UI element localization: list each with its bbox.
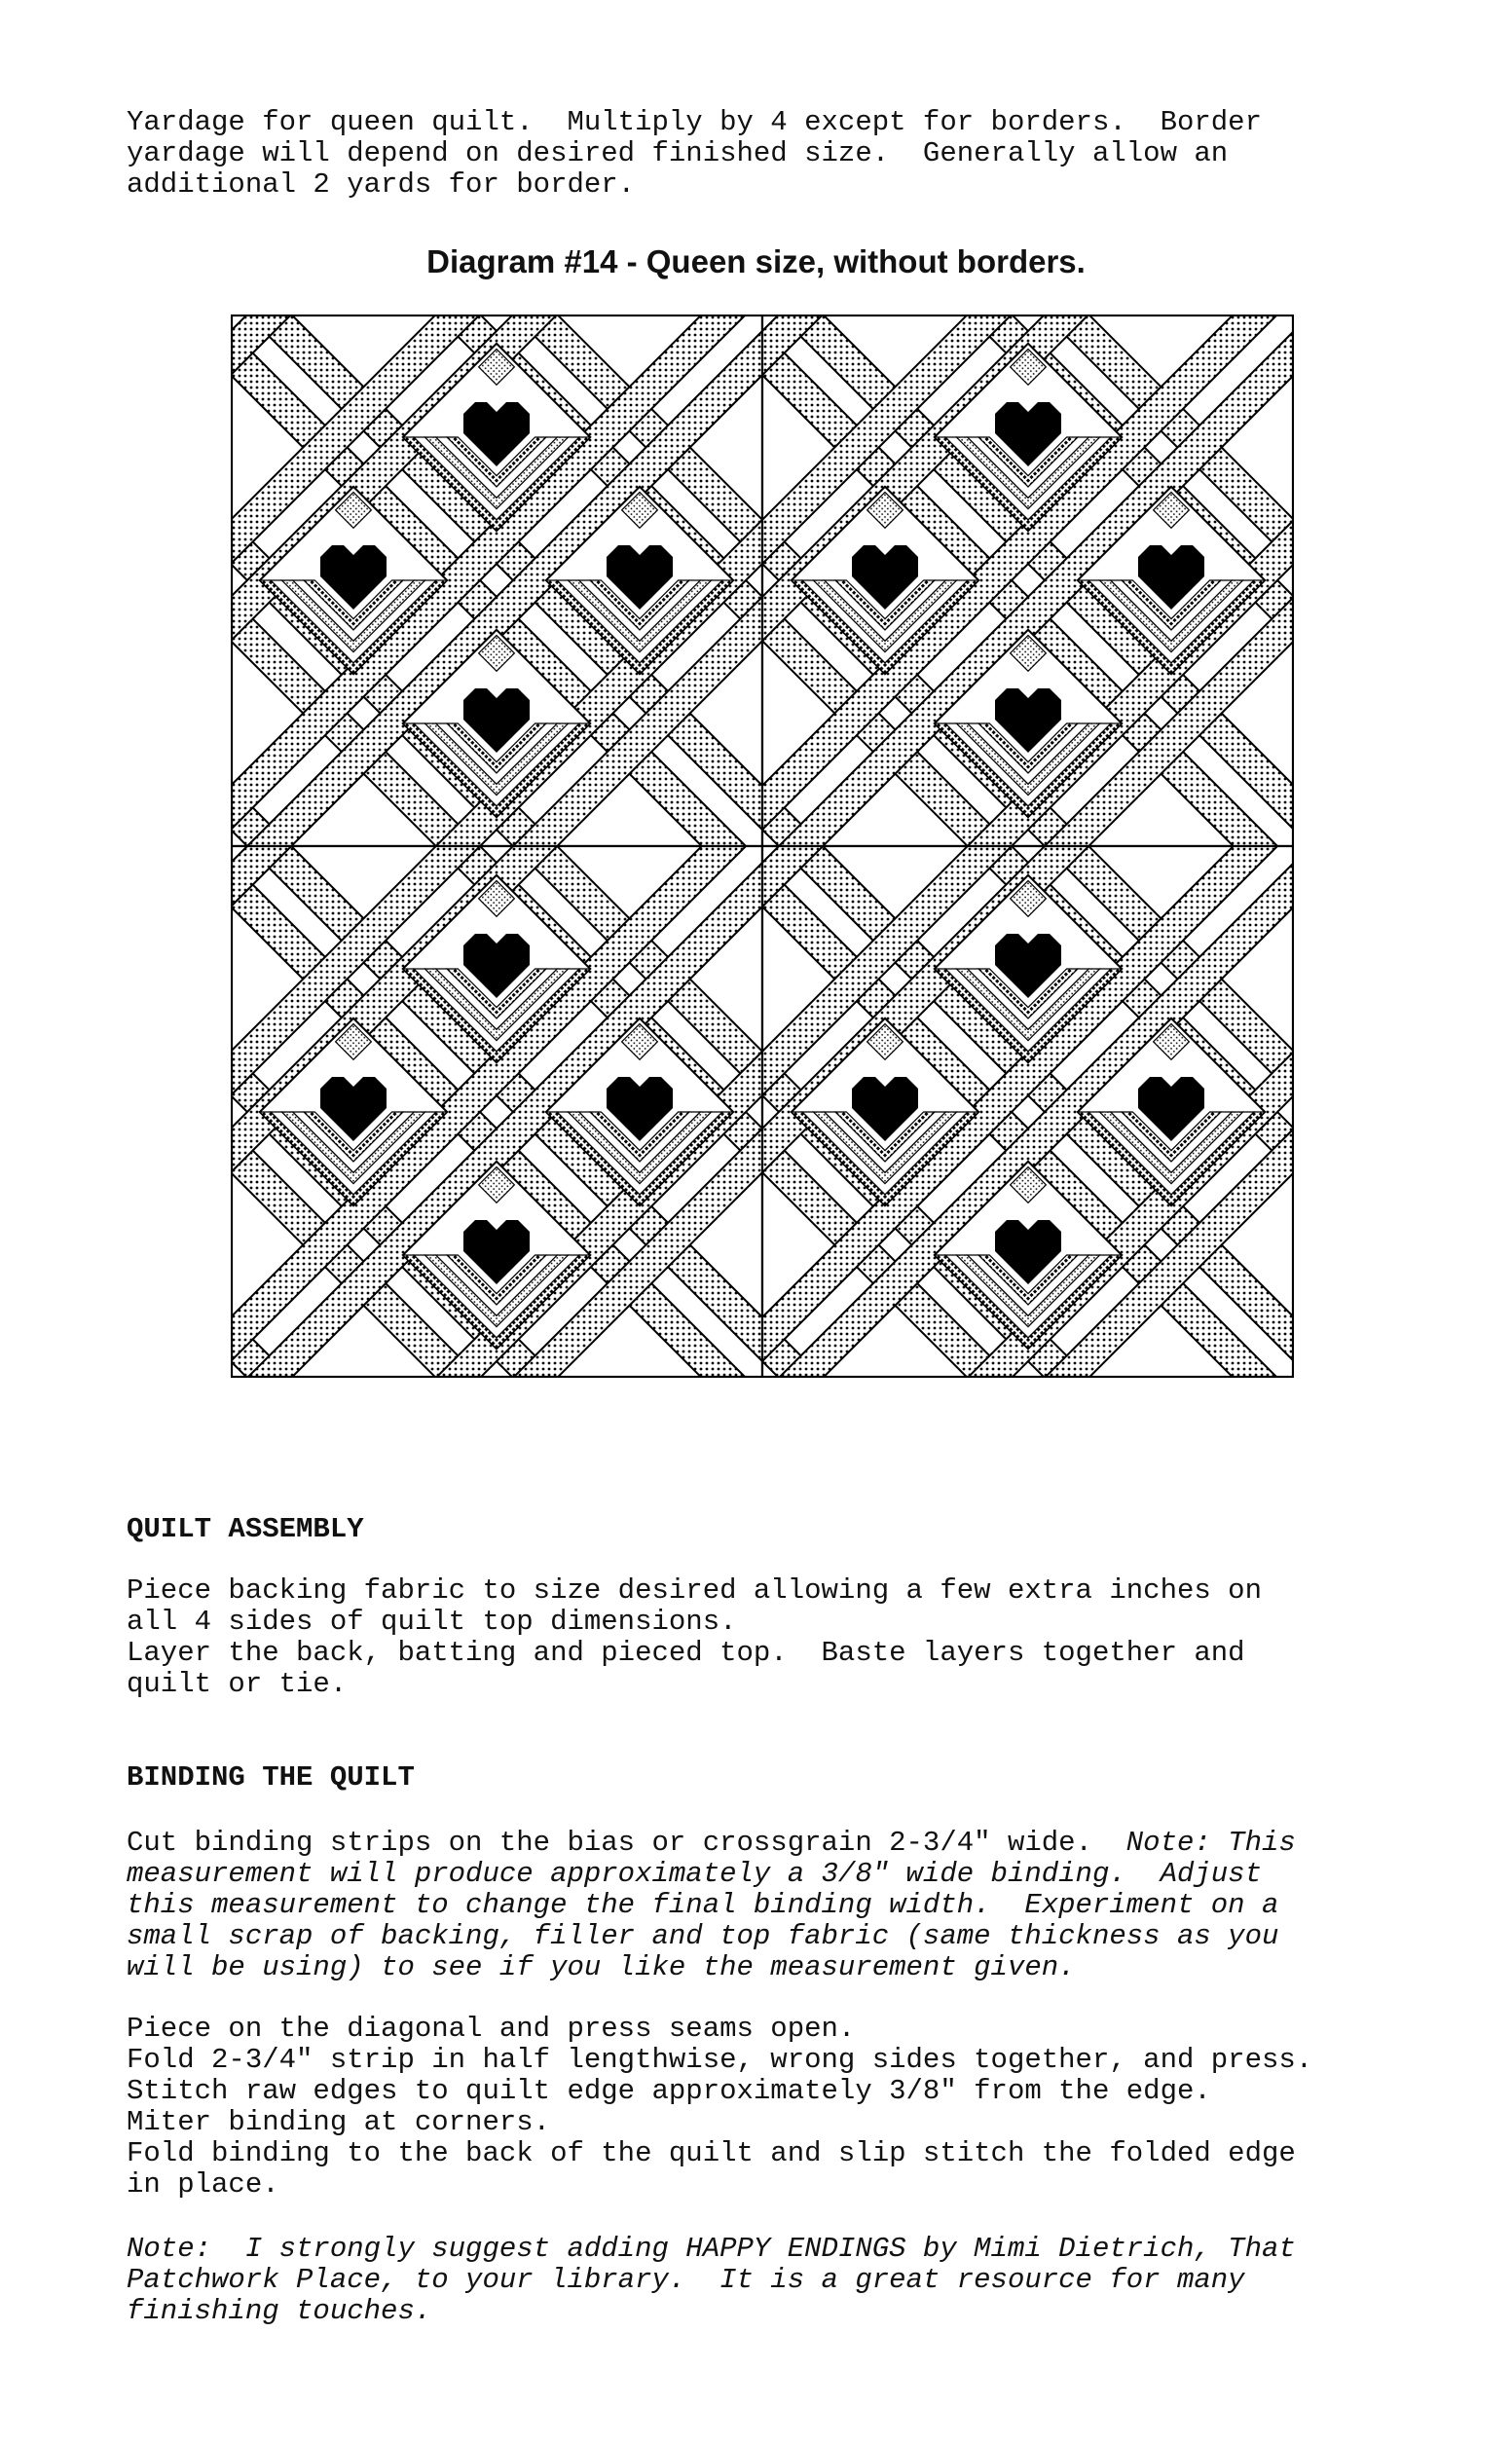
assembly-paragraph-2: Layer the back, batting and pieced top. Baste layers together and quilt or tie. xyxy=(127,1637,1245,1700)
binding-note: Note: This measurement will produce approximately a 3/8" wide binding. Adjust this measurement to change the final binding width. Experiment on a small scrap of backing, filler and top fabric (same thickness as you will be using) to see if you like the measurement given. xyxy=(127,1827,1296,1983)
yardage-intro: Yardage for queen quilt. Multiply by 4 except for borders. Border yardage will depend on desired finished size. Generally allow an additional 2 yards for border. xyxy=(127,106,1262,201)
binding-paragraph-1 xyxy=(127,1828,1451,1983)
binding-instruction: Cut binding strips on the bias or crossgrain 2-3/4" wide. xyxy=(127,1827,1126,1859)
binding-steps: Piece on the diagonal and press seams open. Fold 2-3/4" strip in half lengthwise, wrong sides together, and press. Stitch raw edges to quilt edge approximately 3/8" from the edge. Miter binding at corners. Fold binding to the back of the quilt and slip stitch the folded edge in place. xyxy=(127,2013,1313,2201)
quilt-diagram xyxy=(231,315,1294,1378)
closing-note: Note: I strongly suggest adding HAPPY ENDINGS by Mimi Dietrich, That Patchwork Place, to your library. It is a great resource for many finishing touches. xyxy=(127,2233,1296,2327)
diagram-title: Diagram #14 - Queen size, without borders. xyxy=(426,243,1086,279)
assembly-paragraph-1: Piece backing fabric to size desired allowing a few extra inches on all 4 sides of quilt top dimensions. xyxy=(127,1574,1262,1638)
assembly-heading: QUILT ASSEMBLY xyxy=(127,1513,364,1545)
binding-heading: BINDING THE QUILT xyxy=(127,1761,415,1794)
